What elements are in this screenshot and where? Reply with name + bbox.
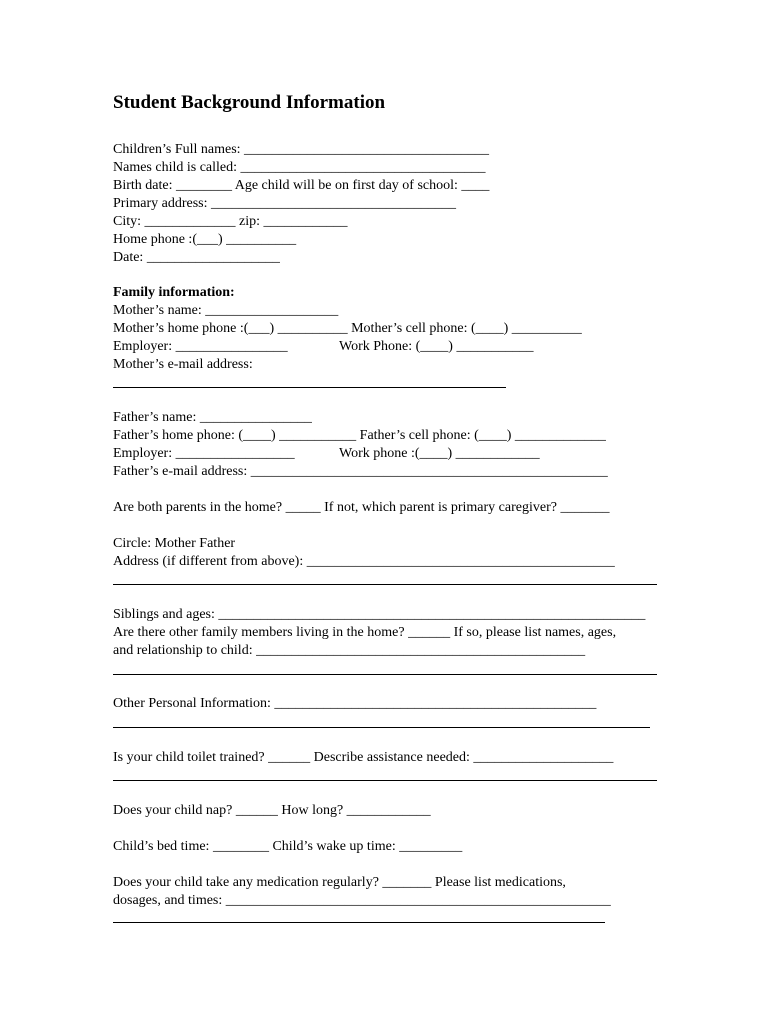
date-field[interactable]: Date: ___________________ <box>113 250 280 265</box>
home-phone-field[interactable]: Home phone :(___) __________ <box>113 232 297 247</box>
relationship-line[interactable] <box>113 674 657 675</box>
page-title: Student Background Information <box>113 92 386 113</box>
circle-parent-field[interactable]: Circle: Mother Father <box>113 536 236 551</box>
alternate-address-line[interactable] <box>113 584 657 585</box>
primary-address-field[interactable]: Primary address: ___________________________________ <box>113 196 456 211</box>
other-members-field[interactable]: Are there other family members living in the home? ______ If so, please list names, ages, <box>113 625 617 640</box>
mother-name-field[interactable]: Mother’s name: ___________________ <box>113 303 339 318</box>
medication-field[interactable]: Does your child take any medication regularly? _______ Please list medications, <box>113 875 566 890</box>
called-name-field[interactable]: Names child is called: ___________________________________ <box>113 160 486 175</box>
mother-employer-field[interactable]: Employer: ________________ <box>113 339 288 354</box>
mother-work-phone-field[interactable]: Work Phone: (____) ___________ <box>339 339 534 354</box>
bed-wake-time-field[interactable]: Child’s bed time: ________ Child’s wake up time: _________ <box>113 839 463 854</box>
family-info-heading: Family information: <box>113 285 235 300</box>
father-phones-field[interactable]: Father’s home phone: (____) ___________ Father’s cell phone: (____) _____________ <box>113 428 606 443</box>
other-info-field[interactable]: Other Personal Information: ______________________________________________ <box>113 696 597 711</box>
dosages-field[interactable]: dosages, and times: _______________________________________________________ <box>113 893 611 908</box>
city-zip-field[interactable]: City: _____________ zip: ____________ <box>113 214 348 229</box>
father-email-field[interactable]: Father’s e-mail address: ___________________________________________________ <box>113 464 608 479</box>
siblings-ages-field[interactable]: Siblings and ages: _____________________________________________________________ <box>113 607 646 622</box>
mother-phones-field[interactable]: Mother’s home phone :(___) __________ Mother’s cell phone: (____) __________ <box>113 321 582 336</box>
nap-field[interactable]: Does your child nap? ______ How long? ____________ <box>113 803 431 818</box>
dosages-line[interactable] <box>113 922 605 923</box>
full-names-field[interactable]: Children’s Full names: ___________________________________ <box>113 142 490 157</box>
birth-date-age-field[interactable]: Birth date: ________ Age child will be on first day of school: ____ <box>113 178 490 193</box>
both-parents-field[interactable]: Are both parents in the home? _____ If not, which parent is primary caregiver? _______ <box>113 500 610 515</box>
father-employer-field[interactable]: Employer: _________________ <box>113 446 295 461</box>
father-name-field[interactable]: Father’s name: ________________ <box>113 410 312 425</box>
other-info-line[interactable] <box>113 727 650 728</box>
alternate-address-field[interactable]: Address (if different from above): ____________________________________________ <box>113 554 615 569</box>
toilet-assistance-line[interactable] <box>113 780 657 781</box>
toilet-trained-field[interactable]: Is your child toilet trained? ______ Describe assistance needed: ____________________ <box>113 750 614 765</box>
relationship-field[interactable]: and relationship to child: _______________________________________________ <box>113 643 586 658</box>
mother-email-label: Mother’s e-mail address: <box>113 357 253 372</box>
mother-email-line[interactable] <box>113 387 506 388</box>
father-work-phone-field[interactable]: Work phone :(____) ____________ <box>339 446 540 461</box>
